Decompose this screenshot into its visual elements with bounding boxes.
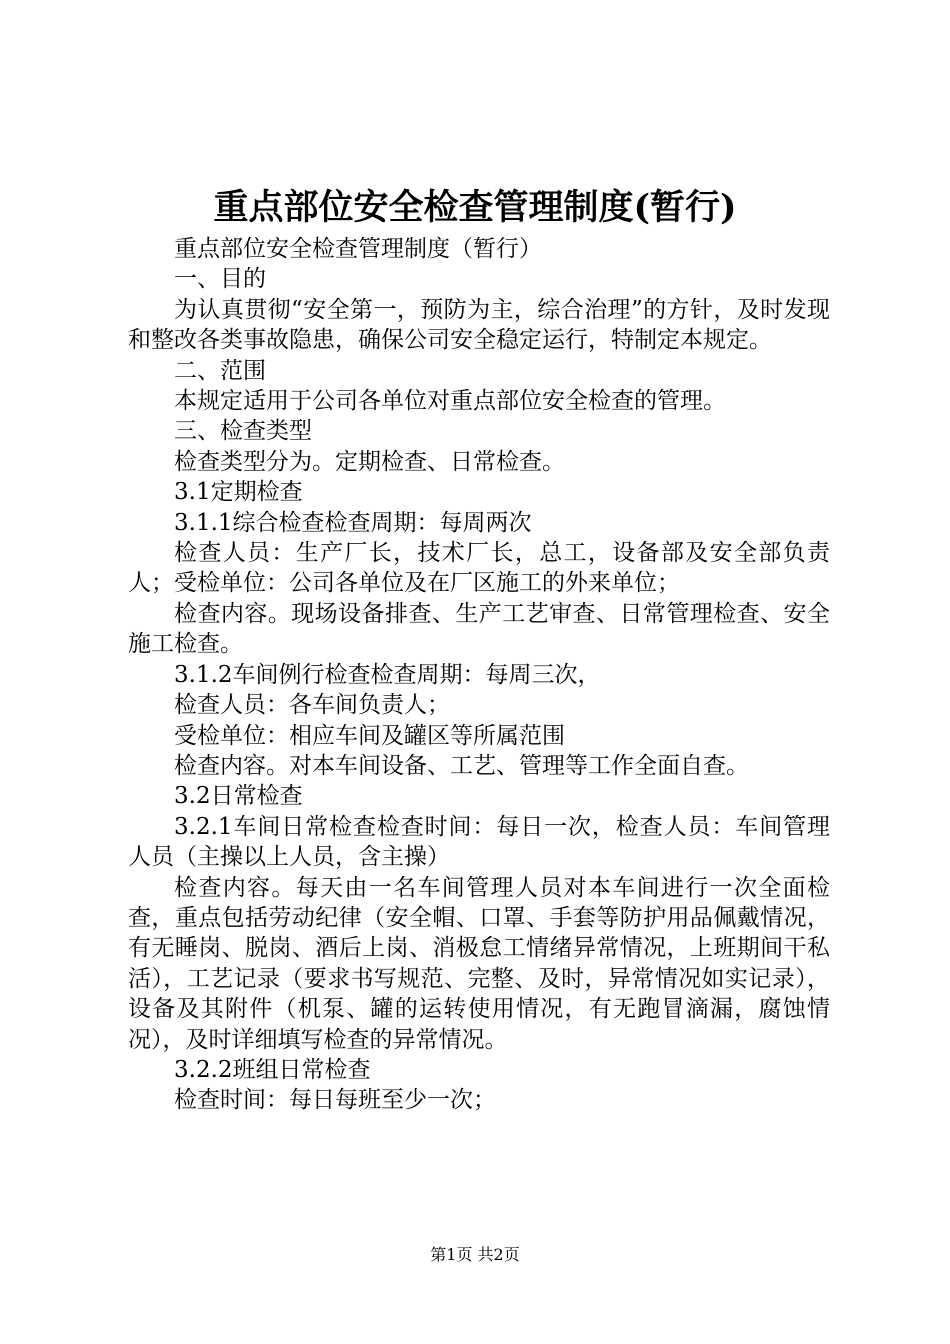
paragraph: 检查类型分为。定期检查、日常检查。 [174,448,565,475]
paragraph: 检查内容。现场设备排查、生产工艺审查、日常管理检查、安全施工检查。 [128,600,830,658]
paragraph: 检查人员：各车间负责人； [174,692,450,719]
section-heading-scope: 二、范围 [174,357,266,384]
subsection-heading: 3.2日常检查 [174,783,303,810]
document-body [128,234,830,1116]
page-footer: 第1页 共2页 [430,1245,520,1264]
section-heading-inspection-types: 三、检查类型 [174,418,312,445]
document-title: 重点部位安全检查管理制度(暂行) [213,187,737,228]
paragraph: 检查人员：生产厂长，技术厂长，总工，设备部及安全部负责人；受检单位：公司各单位及在厂区施工的外来单位； [128,540,830,597]
paragraph: 为认真贯彻“安全第一，预防为主，综合治理”的方针，及时发现和整改各类事故隐患，确保公司安全稳定运行，特制定本规定。 [128,296,830,354]
paragraph: 3.1.2车间例行检查检查周期：每周三次， [174,661,601,688]
paragraph: 3.1.1综合检查检查周期：每周两次 [174,509,532,536]
section-heading-purpose: 一、目的 [174,266,266,293]
subsection-heading: 3.1定期检查 [174,479,303,506]
paragraph-heading: 重点部位安全检查管理制度（暂行） [174,236,542,262]
paragraph: 受检单位：相应车间及罐区等所属范围 [174,722,565,749]
paragraph: 检查内容。对本车间设备、工艺、管理等工作全面自查。 [174,752,749,779]
paragraph: 3.2.2班组日常检查 [174,1056,371,1083]
paragraph: 3.2.1车间日常检查检查时间：每日一次，检查人员：车间管理人员（主操以上人员，含主操） [128,813,830,871]
paragraph: 检查时间：每日每班至少一次； [174,1087,496,1114]
paragraph: 本规定适用于公司各单位对重点部位安全检查的管理。 [174,388,726,415]
paragraph: 检查内容。每天由一名车间管理人员对本车间进行一次全面检查，重点包括劳动纪律（安全帽、口罩、手套等防护用品佩戴情况，有无睡岗、脱岗、酒后上岗、消极怠工情绪异常情况，上班期间干私活），工艺记录（要求书写规范、完整、及时，异常情况如实记录），设备及其附件（机泵、罐的运转使用情况，有无跑冒滴漏，腐蚀情况），及时详细填写检查的异常情况。 [128,874,830,1053]
